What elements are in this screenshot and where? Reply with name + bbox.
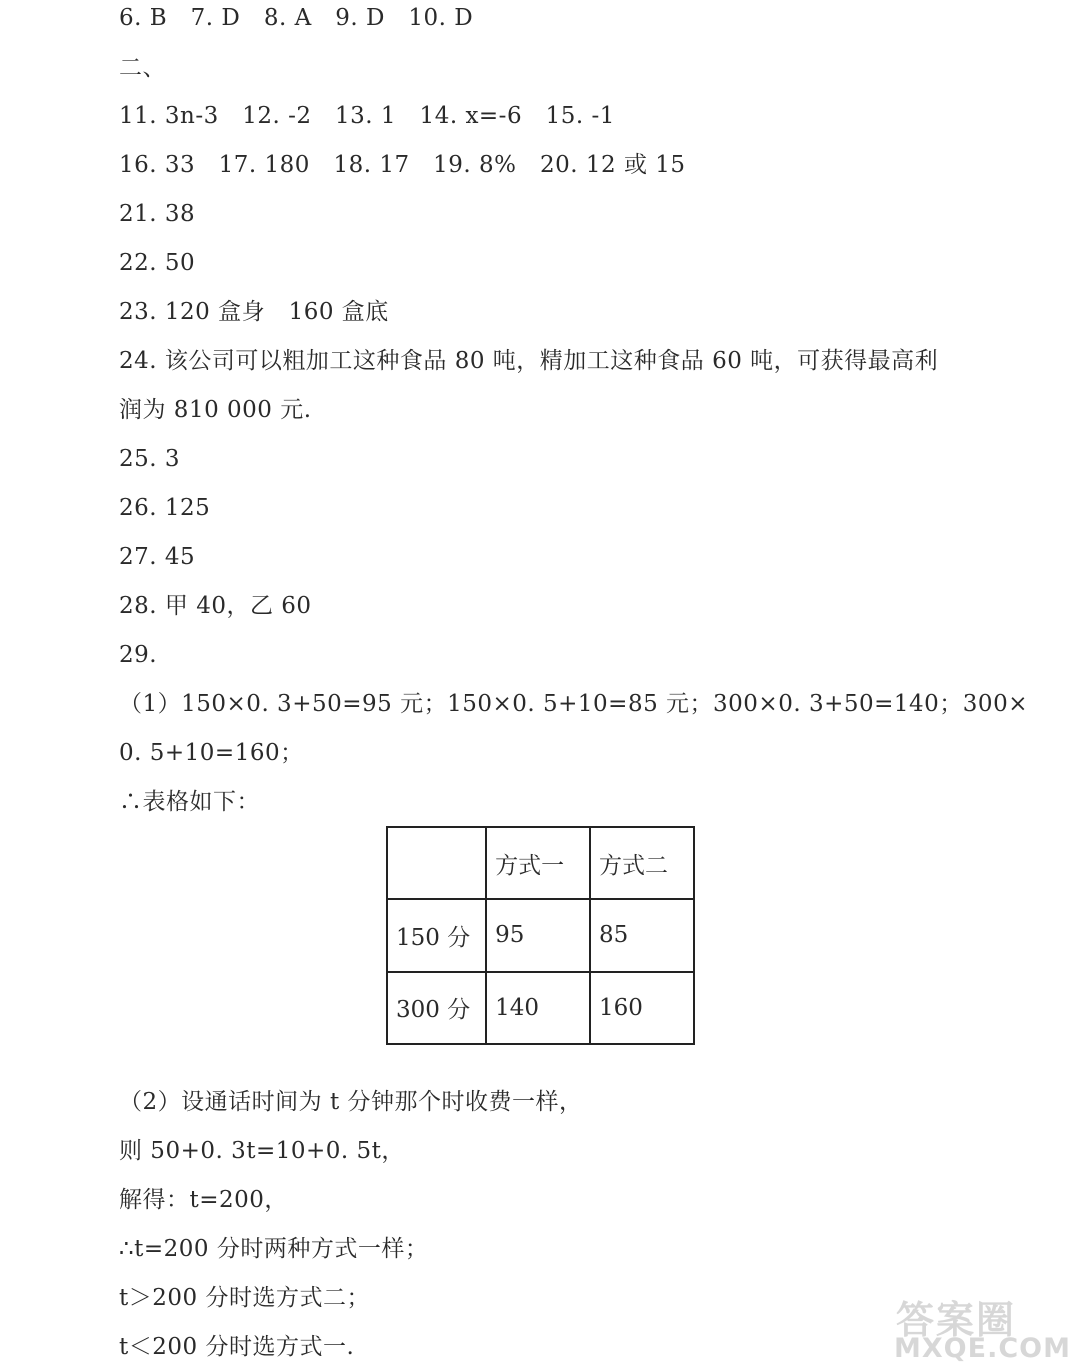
table-cell: 方式二 xyxy=(590,827,694,899)
answer-line-22: 22. 50 xyxy=(119,250,196,276)
answer-line-24: 24. 该公司可以粗加工这种食品 80 吨，精加工这种食品 60 吨，可获得最高利 xyxy=(119,348,939,374)
table-cell: 95 xyxy=(486,899,590,971)
conclusion-line-2: t＞200 分时选方式二； xyxy=(119,1285,370,1311)
table-cell: 300 分 xyxy=(387,972,486,1044)
table-cell xyxy=(387,827,486,899)
table-cell: 140 xyxy=(486,972,590,1044)
table-cell: 160 xyxy=(590,972,694,1044)
watermark-url-text: MXQE.COM xyxy=(894,1333,1071,1364)
answer-line-25: 25. 3 xyxy=(119,446,181,472)
section-heading-2: 二、 xyxy=(119,55,166,81)
answer-29-part1: （1）150×0. 3+50=95 元；150×0. 5+10=85 元；300×0. 3+50=140；300× xyxy=(119,691,1028,717)
site-watermark xyxy=(892,1289,1074,1365)
conclusion-line-1: ∴t=200 分时两种方式一样； xyxy=(119,1236,429,1262)
answer-29-part2: （2）设通话时间为 t 分钟那个时收费一样， xyxy=(119,1089,583,1115)
answer-line-24-cont: 润为 810 000 元. xyxy=(119,397,312,423)
conclusion-line-3: t＜200 分时选方式一. xyxy=(119,1334,355,1360)
answer-line-16-20: 16. 33 17. 180 18. 17 19. 8% 20. 12 或 15 xyxy=(119,152,686,178)
table-row xyxy=(387,899,694,971)
answer-line-23: 23. 120 盒身 160 盒底 xyxy=(119,299,389,325)
table-row xyxy=(387,972,694,1044)
solution-line: 解得：t=200， xyxy=(119,1187,288,1213)
table-header-row xyxy=(387,827,694,899)
equation-line: 则 50+0. 3t=10+0. 5t， xyxy=(119,1138,405,1164)
watermark-logo-text: 答案圈 xyxy=(896,1298,1017,1342)
answer-line-28: 28. 甲 40，乙 60 xyxy=(119,593,312,619)
answer-29-part1-cont: 0. 5+10=160； xyxy=(119,740,304,766)
answer-line-21: 21. 38 xyxy=(119,201,196,227)
table-cell: 150 分 xyxy=(387,899,486,971)
table-cell: 85 xyxy=(590,899,694,971)
answer-line-11-15: 11. 3n-3 12. -2 13. 1 14. x=-6 15. -1 xyxy=(119,103,615,129)
answer-line-29: 29. xyxy=(119,642,158,668)
fee-table xyxy=(386,826,695,1045)
answer-line-27: 27. 45 xyxy=(119,544,196,570)
table-cell: 方式一 xyxy=(486,827,590,899)
answer-line-6-10: 6. B 7. D 8. A 9. D 10. D xyxy=(119,5,474,31)
table-intro: ∴表格如下： xyxy=(119,789,260,815)
answer-line-26: 26. 125 xyxy=(119,495,211,521)
